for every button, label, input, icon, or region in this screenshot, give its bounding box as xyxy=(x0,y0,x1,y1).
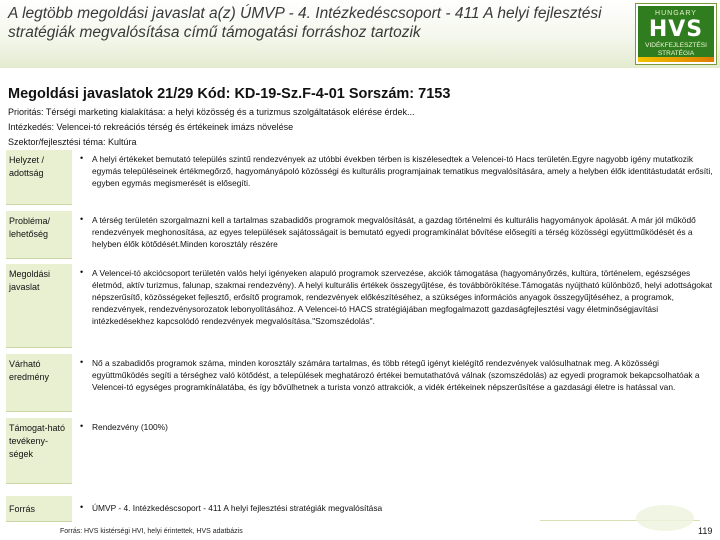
row-text: A térség területén szorgalmazni kell a tartalmas szabadidős programok megvalósítását, a gazdag történelmi és kulturális hagyományok ápolását. A már jól működő rendezvények meghonosítása, az egyes települések sajátosságait is bemutató egyedi programkínálat bővítése elősegíti a térség közösségi együttműködését és a helyben élők kötődését.Minden korosztály részére xyxy=(92,215,696,249)
row-source xyxy=(0,496,720,522)
row-expected-result xyxy=(0,354,720,412)
sector-line: Szektor/fejlesztési téma: Kultúra xyxy=(8,137,137,147)
row-label: Támogat-ható tevékeny-ségek xyxy=(6,418,72,484)
bullet: • xyxy=(80,153,84,163)
row-label: Várható eredmény xyxy=(6,354,72,412)
row-text: A helyi értékeket bemutató település szintű rendezvények az utóbbi években térben is kiszélesedtek a Velencei-tó Hacs területén.Egyre nagyobb igény mutatkozik egymás településeinek értékmegőrző, hagyományápoló közösségi és kulturális programjainak tematikus megvalósítására, amely a helyben élők identitástudatát erősíti, egyben egymás megismerését is elősegíti. xyxy=(92,154,713,188)
logo-sub-text: VIDÉKFEJLESZTÉSI STRATÉGIA xyxy=(645,42,707,57)
footer-source-label: Forrás: xyxy=(60,528,83,535)
bullet: • xyxy=(80,357,84,367)
row-text: ÚMVP - 4. Intézkedéscsoport - 411 A helyi fejlesztési stratégiák megvalósítása xyxy=(92,503,383,513)
row-label: Forrás xyxy=(6,496,72,522)
priority-line: Prioritás: Térségi marketing kialakítása: a helyi közösség és a turizmus szolgáltatások elérése érdek... xyxy=(8,107,415,117)
page-number: 119 xyxy=(698,526,713,536)
bullet: • xyxy=(80,267,84,277)
row-label: Helyzet / adottság xyxy=(6,150,72,205)
logo-top-text: HUNGARY xyxy=(655,10,697,17)
row-label: Probléma/ lehetőség xyxy=(6,211,72,259)
hvs-logo xyxy=(636,4,716,64)
row-text: A Velencei-tó akciócsoport területén valós helyi igényeken alapuló programok szervezése, akciók támogatása (hagyományőrzés, kultúra, történelem, egészséges életmód, aktív turizmus, falunap, szakmai rendezvény). A helyi kulturális értékek összegyűjtése, és továbbörökítése.Támogatás nyújtható különböző, helyi adottságokat népszerűsítő, közösségeket fejlesztő, erősítő programok, rendezvények előkészítéséhez, a szükséges információs anyagok összegyűjtéséhez, a programok, rendezvények, rendezvénysorozatok lebonyolításához. A Velencei-tó HACS stratégiájában megfogalmazott gazdaságfejlesztési vagy életminőségjavítási intézkedésekhez kapcsolódó rendezvények megvalósítása."Szomszédolás". xyxy=(92,268,713,326)
footer-watermark-logo xyxy=(636,505,694,531)
row-solution xyxy=(0,264,720,348)
footer-source-text: HVS kistérségi HVI, helyi érintettek, HVS adatbázis xyxy=(84,528,243,535)
measure-line: Intézkedés: Velencei-tó rekreációs térség és értékeinek imázs növelése xyxy=(8,122,294,132)
bullet: • xyxy=(80,502,84,512)
row-text: Rendezvény (100%) xyxy=(92,422,168,432)
bullet: • xyxy=(80,214,84,224)
row-supported-activities xyxy=(0,418,720,484)
bullet: • xyxy=(80,421,84,431)
row-problem xyxy=(0,211,720,259)
row-label: Megoldási javaslat xyxy=(6,264,72,348)
logo-stripe xyxy=(638,57,714,62)
page-header-title: A legtöbb megoldási javaslat a(z) ÚMVP - 4. Intézkedéscsoport - 411 A helyi fejlesztési stratégiák megvalósítása című támogatási forráshoz tartozik xyxy=(8,5,602,41)
logo-main-text: HVS xyxy=(648,17,704,42)
row-text: Nő a szabadidős programok száma, minden korosztály számára tartalmas, és több rétegű igényt kielégítő rendezvények valósulhatnak meg. A közösségi együttműködés segíti a térséghez való kötődést, a települések meghatározó értékei bemutathatóvá válnak (szomszédolás) az egyedi programok bekapcsolhatóak a Velencei-tó egységes programkínálatába, és így bővülhetnek a turista vonzó attrakciók, a vidék értékeinek népszerűsítése a gazdasági életre is hatással van. xyxy=(92,358,700,392)
main-title: Megoldási javaslatok 21/29 Kód: KD-19-Sz.F-4-01 Sorszám: 7153 xyxy=(8,86,451,102)
row-situation xyxy=(0,150,720,205)
